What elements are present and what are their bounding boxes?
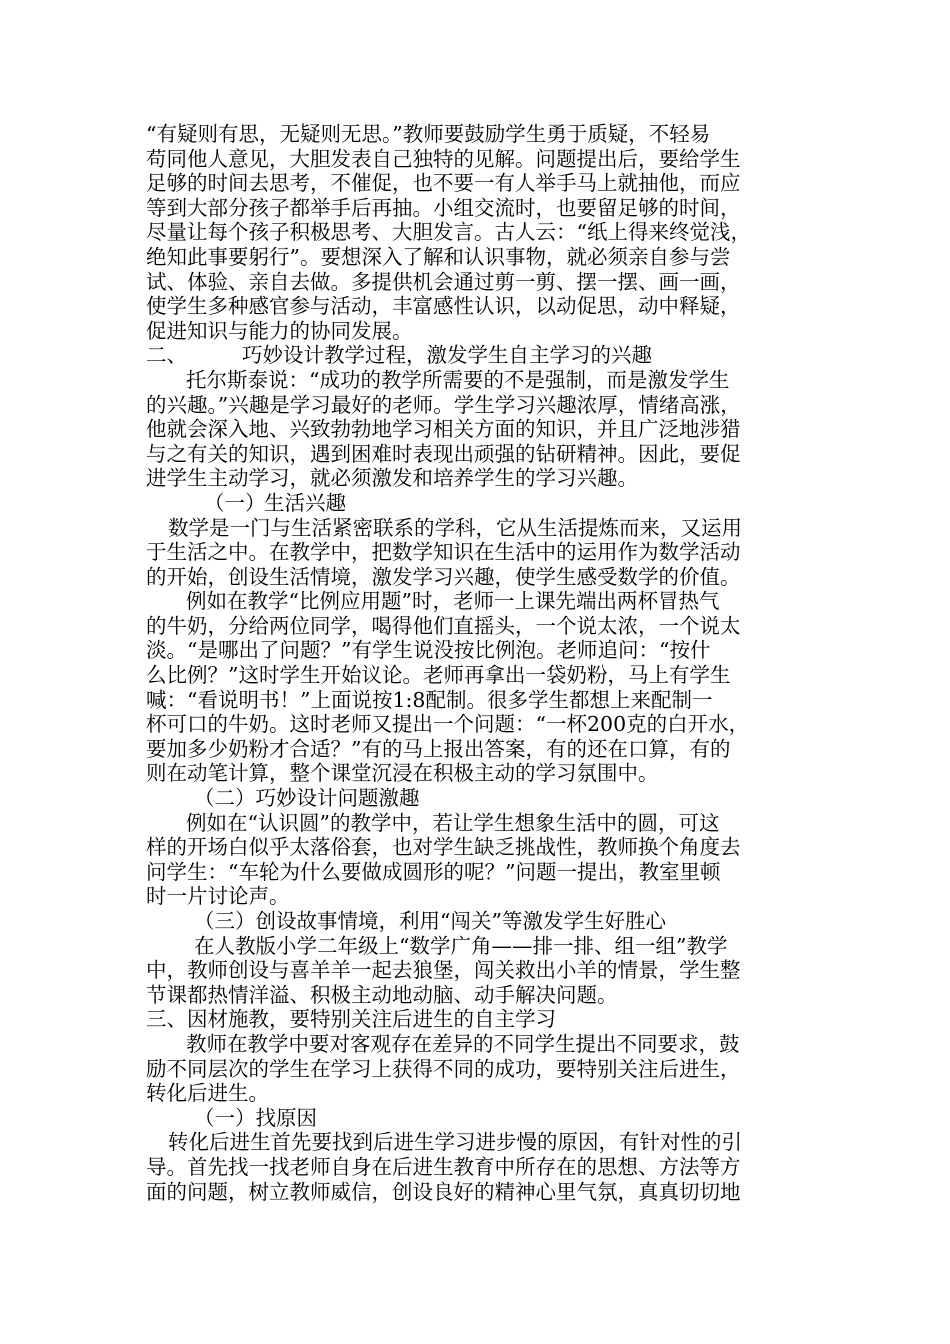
text-line: 转化后进生首先要找到后进生学习进步慢的原因，有针对性的引 — [168, 1130, 742, 1155]
text-line: 喊：“看说明书！”上面说按1:8配制。很多学生都想上来配制一 — [146, 687, 713, 712]
text-line: 例如在“认识圆”的教学中，若让学生想象生活中的圆，可这 — [186, 810, 720, 835]
paragraph-milk-example — [146, 589, 816, 786]
subsection-heading-cause: （一）找原因 — [194, 1105, 317, 1130]
text-line: 杯可口的牛奶。这时老师又提出一个问题：“一杯200克的白开水， — [146, 712, 750, 737]
text-line: 于生活之中。在教学中，把数学知识在生活中的运用作为数学活动 — [146, 540, 741, 565]
subsection-heading-question: （二）巧妙设计问题激趣 — [194, 786, 420, 811]
text-line: 样的开场白似乎太落俗套，也对学生缺乏挑战性，教师换个角度去 — [146, 835, 741, 860]
text-line: 淡。“是哪出了问题？”有学生说没按比例泡。老师追问：“按什 — [146, 638, 711, 663]
text-line: 足够的时间去思考，不催促，也不要一有人举手马上就抽他，而应 — [146, 171, 741, 196]
paragraph-differentiated — [146, 1032, 816, 1106]
text-line: 的牛奶，分给两位同学，喝得他们直摇头，一个说太浓，一个说太 — [146, 613, 741, 638]
paragraph-find-cause — [146, 1130, 816, 1204]
section-heading-2 — [146, 343, 816, 368]
text-line: 在人教版小学二年级上“数学广角——排一排、组一组”教学 — [194, 933, 728, 958]
text-line: 问学生：“车轮为什么要做成圆形的呢？”问题一提出，教室里顿 — [146, 859, 721, 884]
heading-text: 生活兴趣 — [264, 490, 346, 515]
paragraph-story-example — [146, 934, 816, 1008]
subsection-heading-life — [146, 491, 816, 516]
text-line: 数学是一门与生活紧密联系的学科，它从生活提炼而来，又运用 — [168, 515, 742, 540]
text-line: 使学生多种感官参与活动，丰富感性认识，以动促思，动中释疑， — [146, 294, 741, 319]
text-line: “有疑则有思，无疑则无思。”教师要鼓励学生勇于质疑，不轻易 — [146, 122, 711, 146]
text-line: 则在动笔计算，整个课堂沉浸在积极主动的学习氛围中。 — [146, 761, 659, 786]
text-line: 等到大部分孩子都举手后再抽。小组交流时，也要留足够的时间， — [146, 195, 741, 220]
text-line: 的开始，创设生活情境，激发学习兴趣，使学生感受数学的价值。 — [146, 564, 741, 589]
document-body — [146, 122, 816, 1204]
text-line: 与之有关的知识，遇到困难时表现出顽强的钻研精神。因此，要促 — [146, 441, 741, 466]
text-line: 的兴趣。”兴趣是学习最好的老师。学生学习兴趣浓厚，情绪高涨， — [146, 392, 741, 417]
paragraph-questioning — [146, 122, 816, 343]
paragraph-interest — [146, 368, 816, 491]
text-line: 中，教师创设与喜羊羊一起去狼堡，闯关救出小羊的情景，学生整 — [146, 958, 741, 983]
text-line: 么比例？”这时学生开始议论。老师再拿出一袋奶粉，马上有学生 — [146, 663, 731, 688]
paragraph-math-life — [146, 516, 816, 590]
paragraph-circle-example — [146, 811, 816, 909]
text-line: 面的问题，树立教师威信，创设良好的精神心里气氛，真真切切地 — [146, 1179, 741, 1204]
heading-text: 巧妙设计教学过程，激发学生自主学习的兴趣 — [242, 343, 652, 368]
text-line: 励不同层次的学生在学习上获得不同的成功，要特别关注后进生， — [146, 1056, 741, 1081]
text-line: 进学生主动学习，就必须激发和培养学生的学习兴趣。 — [146, 466, 638, 491]
text-line: 托尔斯泰说：“成功的教学所需要的不是强制，而是激发学生 — [186, 367, 730, 392]
text-line: 他就会深入地、兴致勃勃地学习相关方面的知识，并且广泛地涉猎 — [146, 417, 741, 442]
text-line: 促进知识与能力的协同发展。 — [146, 318, 413, 343]
text-line: 时一片讨论声。 — [146, 884, 290, 909]
text-line: 例如在教学“比例应用题”时，老师一上课先端出两杯冒热气 — [186, 589, 720, 614]
text-line: 绝知此事要躬行”。要想深入了解和认识事物，就必须亲自参与尝 — [146, 244, 731, 269]
text-line: 尽量让每个孩子积极思考、大胆发言。古人云：“纸上得来终觉浅， — [146, 220, 751, 245]
text-line: 教师在教学中要对客观存在差异的不同学生提出不同要求，鼓 — [186, 1031, 740, 1056]
text-line: 要加多少奶粉才合适？”有的马上报出答案，有的还在口算，有的 — [146, 736, 731, 761]
text-line: 转化后进生。 — [146, 1081, 269, 1106]
heading-number: 二、 — [146, 343, 187, 368]
text-line: 节课都热情洋溢、积极主动地动脑、动手解决问题。 — [146, 982, 618, 1007]
subsection-heading-story: （三）创设故事情境，利用“闯关”等激发学生好胜心 — [194, 909, 666, 933]
heading-number: （一） — [204, 490, 266, 515]
text-line: 试、体验、亲自去做。多提供机会通过剪一剪、摆一摆、画一画， — [146, 269, 741, 294]
section-heading-3: 三、因材施教，要特别关注后进生的自主学习 — [146, 1007, 556, 1032]
text-line: 苟同他人意见，大胆发表自己独特的见解。问题提出后，要给学生 — [146, 146, 741, 171]
text-line: 导。首先找一找老师自身在后进生教育中所存在的思想、方法等方 — [146, 1154, 741, 1179]
